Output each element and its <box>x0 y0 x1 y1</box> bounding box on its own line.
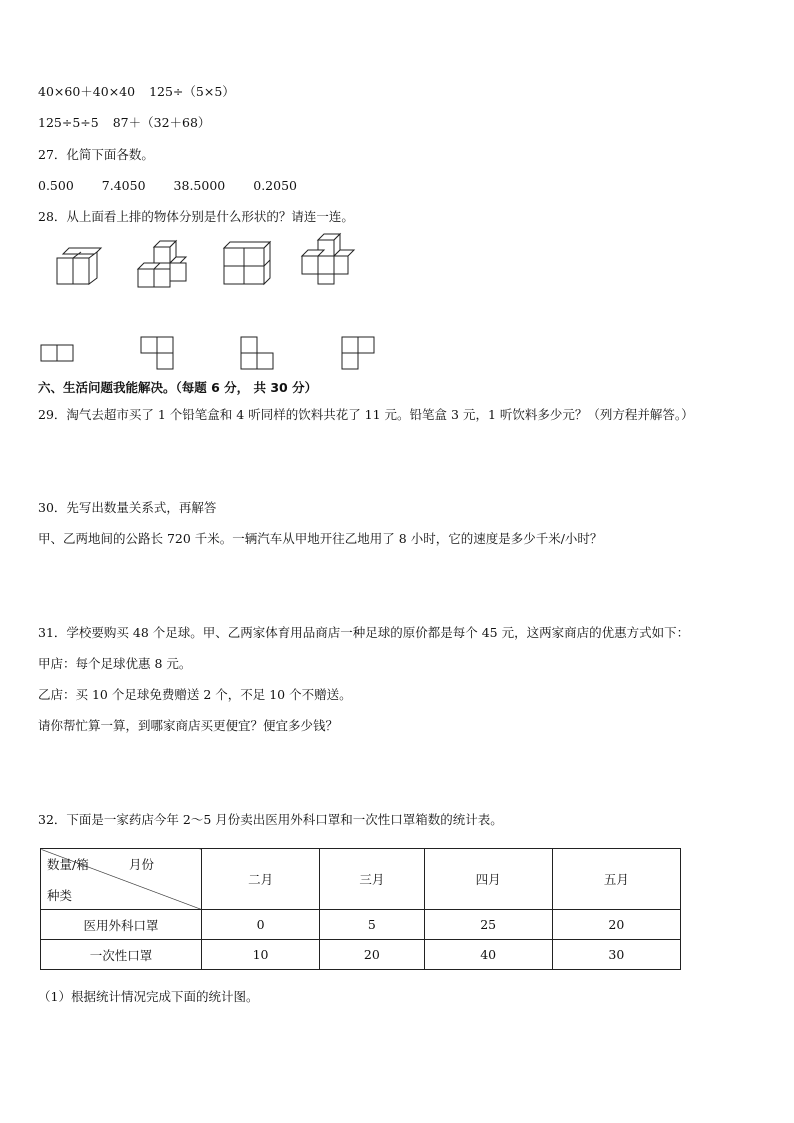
question-30: 30．先写出数量关系式，再解答 <box>38 500 217 515</box>
decimal-value: 38.5000 <box>173 178 226 193</box>
expression-line-1 <box>38 84 235 100</box>
question-30-body: 甲、乙两地间的公路长 720 千米。一辆汽车从甲地开往乙地用了 8 小时，它的速度是多少千米/小时？ <box>38 531 603 546</box>
header-category: 种类 <box>47 888 73 903</box>
table-cell: 0 <box>201 910 319 940</box>
month-header: 二月 <box>201 849 319 910</box>
decimal-value: 7.4050 <box>101 178 146 193</box>
top-view-shape-4 <box>341 336 377 372</box>
cube-figure-1 <box>55 246 105 286</box>
table-row <box>41 910 681 940</box>
question-27: 27．化简下面各数。 <box>38 147 154 162</box>
top-view-shape-3 <box>240 336 276 372</box>
section-6-heading: 六、生活问题我能解决。（每题 6 分， 共 30 分） <box>38 380 318 395</box>
row-label: 一次性口罩 <box>41 940 202 970</box>
question-31: 31．学校要购买 48 个足球。甲、乙两家体育用品商店一种足球的原价都是每个 45 元，这两家商店的优惠方式如下： <box>38 625 690 640</box>
table-cell: 40 <box>424 940 552 970</box>
expression: 125÷（5×5） <box>149 84 235 99</box>
row-label: 医用外科口罩 <box>41 910 202 940</box>
question-32-part-1: （1）根据统计情况完成下面的统计图。 <box>38 989 259 1004</box>
question-31-ask: 请你帮忙算一算，到哪家商店买更便宜？便宜多少钱？ <box>38 718 339 733</box>
question-27-values <box>38 178 297 194</box>
question-32: 32．下面是一家药店今年 2～5 月份卖出医用外科口罩和一次性口罩箱数的统计表。 <box>38 812 503 827</box>
month-header: 四月 <box>424 849 552 910</box>
header-quantity: 数量/箱 <box>47 857 89 872</box>
top-view-shape-2 <box>140 336 176 372</box>
table-row <box>41 940 681 970</box>
table-cell: 20 <box>552 910 680 940</box>
table-header-row <box>41 849 681 910</box>
expression: 40×60＋40×40 <box>38 84 136 99</box>
header-month: 月份 <box>129 857 155 872</box>
cube-figure-4 <box>300 234 354 286</box>
statistics-table <box>40 848 681 970</box>
expression: 125÷5÷5 <box>38 115 99 130</box>
question-31-shop-b: 乙店：买 10 个足球免费赠送 2 个，不足 10 个不赠送。 <box>38 687 352 702</box>
month-header: 五月 <box>552 849 680 910</box>
expression: 87＋（32＋68） <box>112 115 211 130</box>
cube-figure-3 <box>222 240 272 288</box>
question-29: 29．淘气去超市买了 1 个铅笔盒和 4 听同样的饮料共花了 11 元。铅笔盒 3 元，1 听饮料多少元？（列方程并解答。） <box>38 407 694 422</box>
table-cell: 30 <box>552 940 680 970</box>
table-cell: 25 <box>424 910 552 940</box>
month-header: 三月 <box>320 849 424 910</box>
table-cell: 5 <box>320 910 424 940</box>
table-cell: 20 <box>320 940 424 970</box>
decimal-value: 0.500 <box>38 178 74 193</box>
cube-figure-2 <box>136 239 188 289</box>
table-cell: 10 <box>201 940 319 970</box>
decimal-value: 0.2050 <box>253 178 297 193</box>
expression-line-2 <box>38 115 210 131</box>
question-31-shop-a: 甲店：每个足球优惠 8 元。 <box>38 656 192 671</box>
question-28: 28．从上面看上排的物体分别是什么形状的？请连一连。 <box>38 209 354 224</box>
table-corner-header <box>41 849 202 910</box>
top-view-shape-1 <box>40 344 76 362</box>
